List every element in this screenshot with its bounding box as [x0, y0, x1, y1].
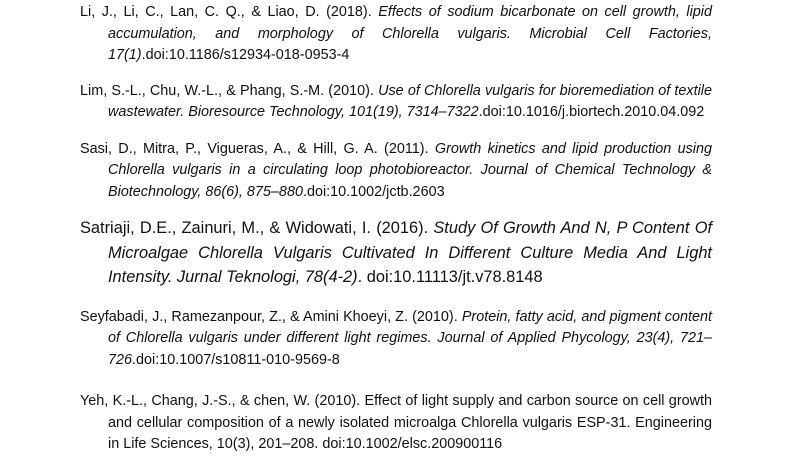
- reference-list: [80, 2, 712, 456]
- reference-doi: .doi:10.1002/jctb.2603: [302, 183, 445, 200]
- reference-doi: .doi:10.1016/j.biortech.2010.04.092: [478, 104, 705, 120]
- reference-authors: Seyfabadi, J., Ramezanpour, Z., & Amini Khoeyi, Z. (2010).: [80, 308, 462, 325]
- reference-title: Protein, fatty acid, and pigment content of Chlorella vulgaris under different light regimes. Journal of Applied Phycology, 23(4), 721–726: [108, 308, 712, 368]
- reference-authors: Satriaji, D.E., Zainuri, M., & Widowati, I. (2016).: [80, 219, 434, 237]
- reference-li-2018: [80, 2, 712, 67]
- reference-satriaji-2016: [80, 216, 712, 290]
- reference-authors: Sasi, D., Mitra, P., Vigueras, A., & Hill, G. A. (2011).: [80, 140, 435, 157]
- reference-lim-2010: [80, 81, 712, 124]
- reference-sasi-2011: [80, 139, 712, 204]
- reference-authors: Lim, S.-L., Chu, W.-L., & Phang, S.-M. (2010).: [80, 82, 379, 99]
- reference-title: Study Of Growth And N, P Content Of Microalgae Chlorella Vulgaris Cultivated In Different Culture Media And Light Intensity. Jurnal Teknologi, 78(4-2): [108, 219, 712, 286]
- reference-seyfabadi-2010: [80, 307, 712, 372]
- reference-title: Effects of sodium bicarbonate on cell growth, lipid accumulation, and morphology of Chlorella vulgaris. Microbial Cell Factories, 17(1): [108, 4, 712, 63]
- reference-yeh-2010: [80, 391, 712, 456]
- reference-title: Growth kinetics and lipid production using Chlorella vulgaris in a circulating loop photobioreactor. Journal of Chemical Technology & Biotechnology, 86(6), 875–880: [108, 140, 712, 200]
- reference-authors: Li, J., Li, C., Lan, C. Q., & Liao, D. (2018).: [80, 4, 379, 20]
- reference-title: Use of Chlorella vulgaris for bioremediation of textile wastewater. Bioresource Technology, 101(19), 7314–7322: [108, 82, 713, 120]
- reference-doi: . doi:10.11113/jt.v78.8148: [357, 268, 543, 286]
- reference-authors: Yeh, K.-L., Chang, J.-S., & chen, W. (2010).: [80, 393, 365, 409]
- reference-doi: .doi:10.1007/s10811-010-9569-8: [132, 351, 340, 368]
- reference-body: Effect of light supply and carbon source on cell growth and cellular composition of a newly isolated microalga Chlorella vulgaris ESP-31. Engineering in Life Sciences, 10(3), 201–208. doi:10.1002/elsc.200900116: [108, 393, 713, 452]
- reference-doi: .doi:10.1186/s12934-018-0953-4: [141, 47, 350, 63]
